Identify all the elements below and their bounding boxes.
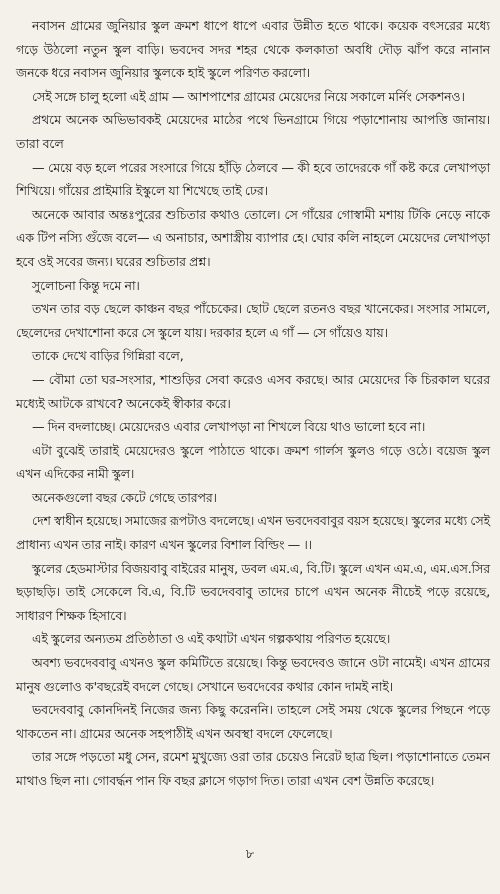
paragraph: দেশ স্বাধীন হয়েছে। সমাজের রূপটাও বদলেছে। এখন ভবদেববাবুর বয়স হয়েছে। স্কুলের মধ্যে সেই প্রাধান্য এখন তার নাই। কারণ এখন স্কুলের বিশাল বিল্ডিং — ।। (16, 513, 490, 553)
paragraph: প্রথমে অনেক অভিভাবকই মেয়েদের মাঠের পথে ভিনগ্রামে গিয়ে পড়াশোনায় আপত্তি জানায়। তারা বলে (16, 112, 490, 151)
paragraph: — বৌমা তো ঘর-সংসার, শাশুড়ির সেবা করেও এসব করছে। আর মেয়েদের কি চিরকাল ঘরের মধ্যেই আটকে রাখবে? অনেকেই স্বীকার করে। (16, 371, 490, 411)
paragraph: অনেকগুলো বছর কেটে গেছে তারপর। (32, 489, 217, 505)
paragraph: সেই সঙ্গে চালু হলো এই গ্রাম — আশপাশের গ্রামের মেয়েদের নিয়ে সকালে মর্নিং সেকশনও। (32, 88, 465, 104)
paragraph: এই স্কুলের অন্যতম প্রতিষ্ঠাতা ও এই কথাটা এখন গল্পকথায় পরিণত হয়েছে। (32, 631, 391, 647)
page-number: ৮ (245, 847, 255, 862)
paragraph: — মেয়ে বড় হলে পরের সংসারে গিয়ে হাঁড়ি ঠেলবে — কী হবে তাদেরকে গাঁ কষ্ট করে লেখাপড়া শিখিয়ে। গাঁয়ের প্রাইমারি ইস্কুলে যা শিখেছে তাই ঢের। (16, 159, 490, 199)
paragraph: তখন তার বড় ছেলে কাঞ্চন বছর পাঁচেকের। ছোট ছেলে রতনও বছর খানেকের। সংসার সামলে, ছেলেদের দেখাশোনা করে সে স্কুলে যায়। দরকার হলে এ গাঁ — সে গাঁয়েও যায়। (16, 301, 490, 340)
paragraph: সুলোচনা কিন্তু দমে না। (32, 277, 140, 293)
paragraph: — দিন বদলাচ্ছে। মেয়েদেরও এবার লেখাপড়া না শিখলে বিয়ে থাও ভালো হবে না। (32, 419, 426, 435)
paragraph: এটা বুঝেই তারাই মেয়েদেরও স্কুলে পাঠাতে থাকে। ক্রমশ গার্লস স্কুলও গড়ে ওঠে। বয়েজ স্কুল এখন এদিকের নামী স্কুল। (16, 442, 490, 482)
paragraph: তার সঙ্গে পড়তো মধু সেন, রমেশ মুখুজ্যে ওরা তার চেয়েও নিরেট ছাত্র ছিল। পড়াশোনাতে তেমন মাথাও ছিল না। গোবর্দ্ধন পান ফি বছর ক্লাসে গড়াগ দিত। তারা এখন বেশ উন্নতি করেছে। (16, 749, 490, 788)
paragraph: স্কুলের হেডমাস্টার বিজয়বাবু বাইরের মানুষ, ডবল এম.এ, বি.টি। স্কুলে এখন এম.এ, এম.এস.সির ছড়াছড়ি। তাই সেকেলে বি.এ, বি.টি ভবদেববাবু তাদের চাপে এখন অনেক নীচেই পড়ে রয়েছে, সাধারণ শিক্ষক হিসাবে। (16, 560, 490, 623)
paragraph: তাকে দেখে বাড়ির গিন্নিরা বলে, (32, 348, 184, 364)
paragraph: অবশ্য ভবদেববাবু এখনও স্কুল কমিটিতে রয়েছে। কিন্তু ভবদেবও জানে ওটা নামেই। এখন গ্রামের মানুষ গুলোও ক'বছরেই বদলে গেছে। সেখানে ভবদেবের কথার কোন দামই নাই। (16, 655, 490, 694)
paragraph: নবাসন গ্রামের জুনিয়ার স্কুল ক্রমশ ধাপে ধাপে এবার উন্নীত হতে থাকে। কয়েক বৎসরের মধ্যে গড়ে উঠলো নতুন স্কুল বাড়ি। ভবদেব সদর শহর থেকে কলকাতা অবধি দৌড় ঝাঁপ করে নানান জনকে ধরে নবাসন জুনিয়ার স্কুলকে হাই স্কুলে পরিণত করলো। (16, 18, 490, 81)
paragraph: ভবদেববাবু কোনদিনই নিজের জন্য কিছু করেননি। তাহলে সেই সময় থেকে স্কুলের পিছনে পড়ে থাকতেন না। গ্রামের অনেক সহপাঠীই এখন অবস্থা বদলে ফেলেছে। (16, 702, 490, 741)
page-body-text (16, 14, 490, 793)
paragraph: অনেকে আবার অন্তঃপুরের শুচিতার কথাও তোলে। সে গাঁয়ের গোস্বামী মশায় টিকি নেড়ে নাকে এক টিপ নস্যি গুঁজে বলে— এ অনাচার, অশাস্ত্রীয় ব্যাপার হে। ঘোর কলি নাহলে মেয়েদের লেখাপড়া হবে ওই সবের জন্য। ঘরের শুচিতার প্রশ্ন। (16, 206, 490, 269)
